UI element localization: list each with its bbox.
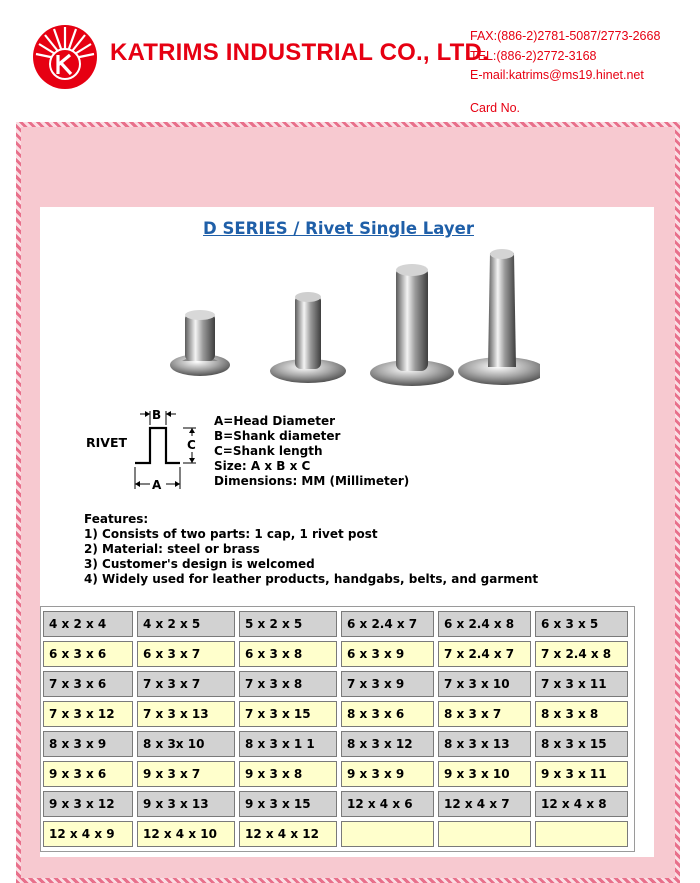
spec-line: B=Shank diameter — [214, 429, 341, 443]
size-cell: 12 x 4 x 12 — [239, 821, 337, 847]
size-cell: 9 x 3 x 11 — [535, 761, 628, 787]
size-cell: 8 x 3 x 1 1 — [239, 731, 337, 757]
size-cell: 7 x 2.4 x 7 — [438, 641, 531, 667]
size-cell: 7 x 3 x 13 — [137, 701, 235, 727]
size-cell: 7 x 3 x 8 — [239, 671, 337, 697]
size-cell: 7 x 3 x 15 — [239, 701, 337, 727]
size-cell: 12 x 4 x 8 — [535, 791, 628, 817]
features-list — [84, 512, 538, 587]
size-cell: 9 x 3 x 9 — [341, 761, 434, 787]
size-cell: 6 x 2.4 x 8 — [438, 611, 531, 637]
spec-line: Dimensions: MM (Millimeter) — [214, 474, 410, 488]
features-heading: Features: — [84, 512, 149, 526]
size-cell: 7 x 3 x 6 — [43, 671, 133, 697]
letterhead — [0, 0, 700, 122]
diagram-a-label: A — [152, 478, 162, 492]
size-cell: 8 x 3 x 9 — [43, 731, 133, 757]
contact-info — [470, 27, 660, 86]
size-cell — [341, 821, 434, 847]
company-logo — [32, 24, 98, 90]
size-cell: 9 x 3 x 10 — [438, 761, 531, 787]
size-cell: 9 x 3 x 8 — [239, 761, 337, 787]
size-cell: 8 x 3 x 8 — [535, 701, 628, 727]
size-cell: 8 x 3 x 15 — [535, 731, 628, 757]
tel-number: TEL:(886-2)2772-3168 — [470, 48, 597, 63]
size-cell: 8 x 3x 10 — [137, 731, 235, 757]
size-cell — [535, 821, 628, 847]
size-cell: 7 x 2.4 x 8 — [535, 641, 628, 667]
diagram-b-label: B — [152, 408, 162, 422]
size-cell: 6 x 3 x 8 — [239, 641, 337, 667]
rivet-dimension-diagram — [84, 403, 224, 495]
size-cell: 9 x 3 x 6 — [43, 761, 133, 787]
size-cell: 9 x 3 x 12 — [43, 791, 133, 817]
size-cell: 6 x 2.4 x 7 — [341, 611, 434, 637]
size-cell: 8 x 3 x 7 — [438, 701, 531, 727]
size-cell: 8 x 3 x 12 — [341, 731, 434, 757]
size-cell: 7 x 3 x 7 — [137, 671, 235, 697]
diagram-c-label: C — [187, 438, 196, 452]
size-cell: 12 x 4 x 10 — [137, 821, 235, 847]
spec-line: Size: A x B x C — [214, 459, 311, 473]
size-cell: 5 x 2 x 5 — [239, 611, 337, 637]
feature-item: 1) Consists of two parts: 1 cap, 1 rivet post — [84, 527, 378, 541]
email-address[interactable]: E-mail:katrims@ms19.hinet.net — [470, 68, 644, 82]
size-cell: 6 x 3 x 6 — [43, 641, 133, 667]
size-cell: 8 x 3 x 6 — [341, 701, 434, 727]
rivet-product-photo — [160, 243, 540, 393]
feature-item: 4) Widely used for leather products, handgabs, belts, and garment — [84, 572, 539, 586]
size-cell: 9 x 3 x 15 — [239, 791, 337, 817]
size-cell: 12 x 4 x 6 — [341, 791, 434, 817]
company-name: KATRIMS INDUSTRIAL CO., LTD. — [110, 39, 489, 66]
spec-line: A=Head Diameter — [214, 414, 335, 428]
product-title[interactable]: D SERIES / Rivet Single Layer — [203, 219, 474, 238]
size-cell: 9 x 3 x 13 — [137, 791, 235, 817]
size-cell: 12 x 4 x 9 — [43, 821, 133, 847]
spec-line: C=Shank length — [214, 444, 323, 458]
dimension-specs — [214, 414, 409, 489]
size-cell: 6 x 3 x 9 — [341, 641, 434, 667]
size-cell: 7 x 3 x 10 — [438, 671, 531, 697]
size-cell: 4 x 2 x 4 — [43, 611, 133, 637]
size-cell: 12 x 4 x 7 — [438, 791, 531, 817]
card-number-label: Card No. — [470, 101, 521, 115]
size-cell: 9 x 3 x 7 — [137, 761, 235, 787]
size-cell: 6 x 3 x 7 — [137, 641, 235, 667]
fax-number: FAX:(886-2)2781-5087/2773-2668 — [470, 29, 661, 43]
size-table — [40, 606, 635, 852]
size-cell: 6 x 3 x 5 — [535, 611, 628, 637]
size-cell — [438, 821, 531, 847]
diagram-rivet-label: RIVET — [86, 435, 128, 450]
size-cell: 7 x 3 x 9 — [341, 671, 434, 697]
feature-item: 3) Customer's design is welcomed — [84, 557, 315, 571]
size-cell: 7 x 3 x 11 — [535, 671, 628, 697]
size-cell: 4 x 2 x 5 — [137, 611, 235, 637]
size-cell: 7 x 3 x 12 — [43, 701, 133, 727]
feature-item: 2) Material: steel or brass — [84, 542, 260, 556]
size-cell: 8 x 3 x 13 — [438, 731, 531, 757]
